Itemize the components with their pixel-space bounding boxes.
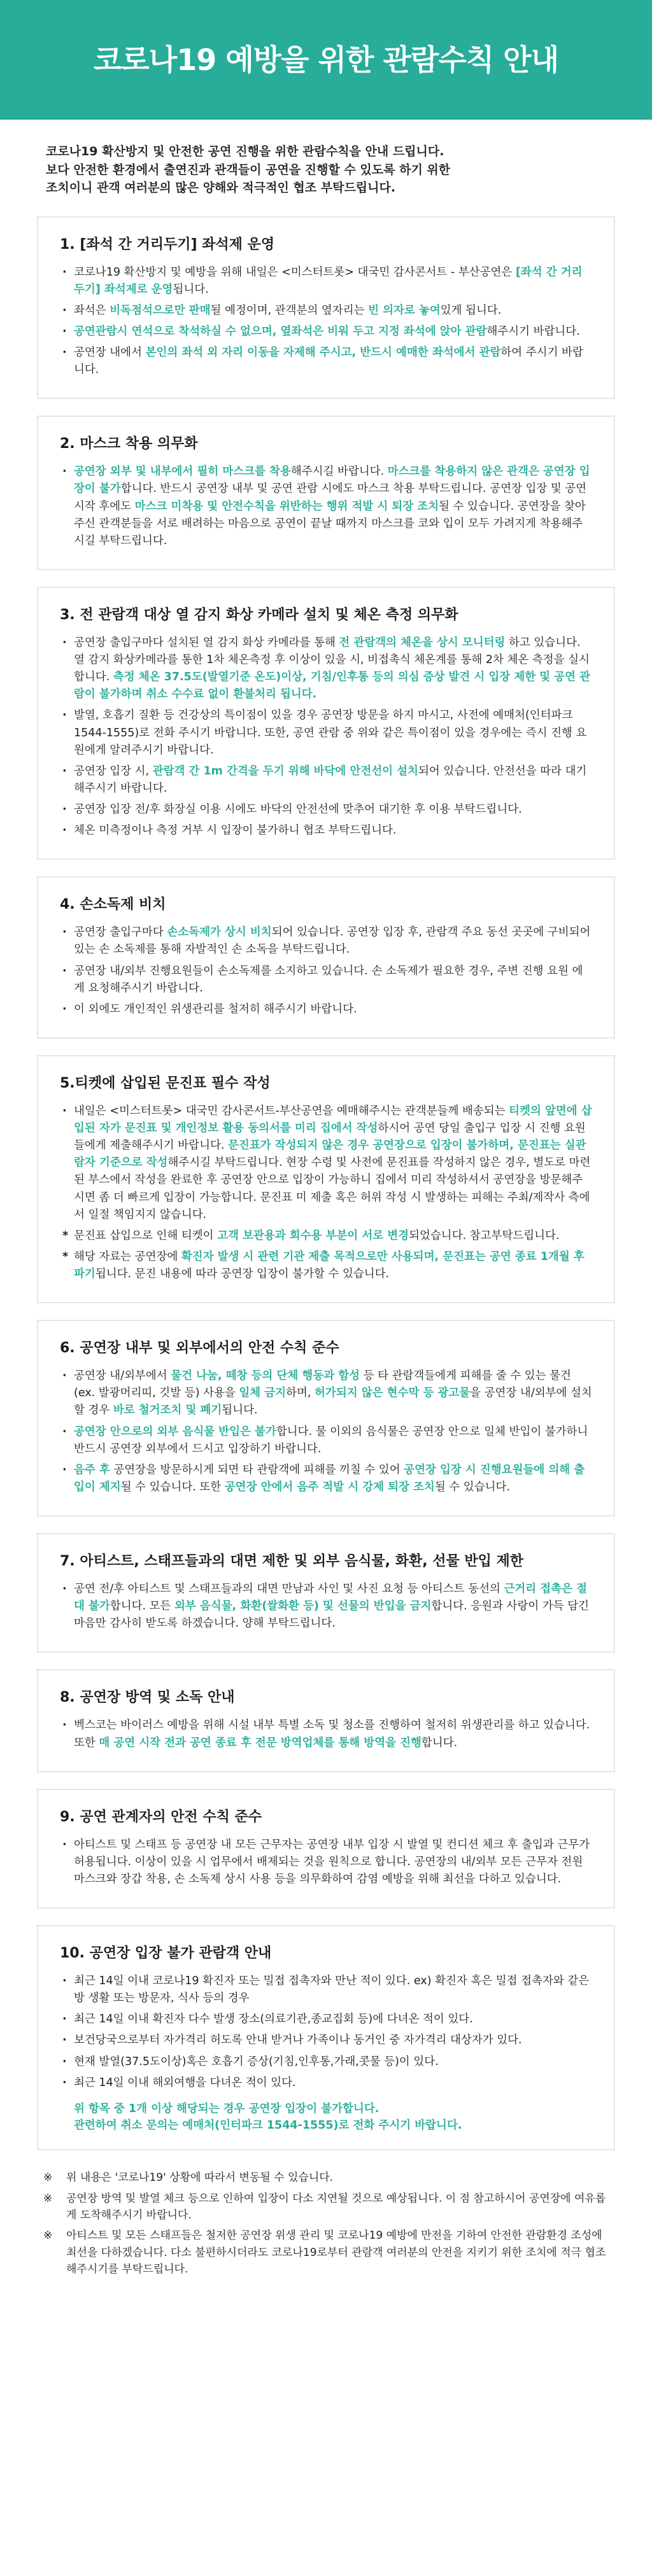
rule-text: 공연장 입장 시, bbox=[74, 764, 153, 778]
rule-text: 현재 발열(37.5도이상)혹은 호흡기 증상(기침,인후통,가래,콧물 등)이 있다. bbox=[74, 2055, 439, 2068]
warning-line: 위 항목 중 1개 이상 해당되는 경우 공연장 입장이 불가합니다. bbox=[74, 2102, 379, 2115]
highlight-text: 외부 음식물, 화환(쌀화환 등) 및 선물의 반입을 금지 bbox=[174, 1600, 432, 1613]
highlight-text: 일체 금지 bbox=[239, 1387, 287, 1400]
rule-section bbox=[37, 1669, 615, 1772]
rule-text: 최근 14일 이내 해외여행을 다녀온 적이 있다. bbox=[74, 2076, 296, 2089]
footnote-text: 공연장 방역 및 발열 체크 등으로 인하여 입장이 다소 지연될 것으로 예상됩니다. 이 점 참고하시어 공연장에 여유롭게 도착해주시기 바랍니다. bbox=[66, 2192, 606, 2222]
section-title: 7. 아티스트, 스태프들과의 대면 제한 및 외부 음식물, 화환, 선물 반입 제한 bbox=[60, 1553, 524, 1569]
rule-text: 될 수 있습니다. 또한 bbox=[120, 1480, 225, 1494]
rule-item bbox=[60, 344, 592, 379]
rule-text: 되어 있습니다. 공연장 입장 후, 관람객 주요 동선 곳곳에 구비되어 있는 손 소독제를 통해 자발적인 손 소독을 부탁드립니다. bbox=[74, 926, 591, 956]
rule-item bbox=[60, 463, 592, 550]
rule-text: 공연장 출입구마다 bbox=[74, 926, 167, 939]
section-title: 3. 전 관람객 대상 열 감지 화상 카메라 설치 및 체온 측정 의무화 bbox=[60, 606, 458, 623]
rule-list bbox=[60, 1368, 592, 1496]
highlight-text: 확진자 발생 시 관련 기관 제출 목적으로만 사용되며, 문진표는 공연 종료 1개월 후 파기 bbox=[74, 1250, 585, 1280]
section-title: 4. 손소독제 비치 bbox=[60, 897, 166, 913]
rule-text: 될 예정이며, 관객분의 옆자리는 bbox=[210, 304, 369, 317]
rule-item bbox=[60, 2011, 592, 2028]
rule-item bbox=[60, 1249, 592, 1283]
rule-item bbox=[60, 801, 592, 818]
rule-sections bbox=[32, 216, 620, 2151]
rule-text: 됩니다. bbox=[222, 1404, 258, 1417]
rule-item bbox=[60, 1368, 592, 1419]
rule-text: 합니다. 반드시 공연장 내부 및 공연 관람 시에도 마스크 착용 부탁드립니다. 공연장 입장 및 공연 시작 후에도 bbox=[74, 482, 587, 513]
rule-text: 최근 14일 이내 코로나19 확진자 또는 밀접 접촉자와 만난 적이 있다. ex) 확진자 혹은 밀접 접촉자와 같은 방 생활 또는 방문자, 식사 등의 경우 bbox=[74, 1975, 590, 2005]
rule-text: 하며, bbox=[286, 1387, 315, 1400]
rule-text: 합니다. 모든 bbox=[110, 1600, 175, 1613]
highlight-text: 허가되지 않은 현수막 등 광고물 bbox=[315, 1387, 471, 1400]
rule-item bbox=[60, 1228, 592, 1245]
reference-mark-icon: ※ bbox=[43, 2192, 53, 2205]
rule-text: 됩니다. bbox=[173, 283, 209, 296]
rule-text: 아티스트 및 스태프 등 공연장 내 모든 근무자는 공연장 내부 입장 시 발열 및 컨디션 체크 후 출입과 근무가 허용됩니다. 이상이 있을 시 업무에서 배제되는 것을 원칙으로 합니다. 공연장의 내/외부 모든 근무자 전원 마스크와 장갑 착용, 손 소독제 상시 사용 등을 의무화하여 감염 예방을 위해 최선을 다하고 있습니다. bbox=[74, 1838, 590, 1886]
rule-text: 최근 14일 이내 확진자 다수 발생 장소(의료기관,종교집회 등)에 다녀온 적이 있다. bbox=[74, 2013, 473, 2026]
section-warning bbox=[74, 2101, 592, 2134]
highlight-text: 측정 체온 37.5도(발열기준 온도)이상, 기침/인후통 등의 의심 증상 발견 시 입장 제한 및 공연 관람이 불가하며 취소 수수료 없이 환불처리 됩니다. bbox=[74, 671, 591, 701]
rule-text: 공연장 내에서 bbox=[74, 346, 146, 359]
rule-item bbox=[60, 634, 592, 704]
rule-text: 되었습니다. 참고부탁드립니다. bbox=[409, 1229, 560, 1242]
rule-item bbox=[60, 1837, 592, 1888]
highlight-text: 음주 후 bbox=[74, 1463, 110, 1476]
highlight-text: 마스크를 착용하지 않은 관객은 공연장 입장이 불가 bbox=[74, 465, 590, 496]
rule-item bbox=[60, 822, 592, 839]
rule-text: 보건당국으로부터 자가격리 허도록 안내 받거나 가족이나 동거인 중 자가격리 대상자가 있다. bbox=[74, 2034, 522, 2047]
rule-item bbox=[60, 963, 592, 997]
rule-text: 되어 있습니다. 안전선을 따라 대기해주시기 바랍니다. bbox=[74, 764, 587, 795]
rule-list bbox=[60, 1837, 592, 1888]
section-title: 10. 공연장 입장 불가 관람객 안내 bbox=[60, 1945, 272, 1961]
rule-text: 해주시기 바랍니다. bbox=[486, 325, 580, 338]
rule-list bbox=[60, 463, 592, 550]
highlight-text: [좌석 간 거리두기] 좌석제로 운영 bbox=[74, 265, 583, 296]
section-title: 1. [좌석 간 거리두기] 좌석제 운영 bbox=[60, 236, 275, 253]
header-banner bbox=[0, 0, 652, 120]
rule-item bbox=[60, 1581, 592, 1632]
highlight-text: 공연장 외부 및 내부에서 필히 마스크를 착용 bbox=[74, 465, 291, 479]
rule-text: 공연 전/후 아티스트 및 스태프들과의 대면 만남과 사인 및 사진 요청 등 아티스트 동선의 bbox=[74, 1583, 504, 1595]
highlight-text: 공연장 안으로의 외부 음식물 반입은 불가 bbox=[74, 1425, 276, 1438]
rule-item bbox=[60, 2054, 592, 2071]
rule-text: 하시어 공연 당일 출입구 입장 시 진행 요원들에게 제출해주시기 바랍니다. bbox=[74, 1122, 586, 1152]
rule-item bbox=[60, 1717, 592, 1751]
rule-text: 공연장 내/외부 진행요원들이 손소독제를 소지하고 있습니다. 손 소독제가 필요한 경우, 주변 진행 요원 에게 요청해주시기 바랍니다. bbox=[74, 964, 583, 995]
rule-text: 체온 미측정이나 측정 거부 시 입장이 불가하니 협조 부탁드립니다. bbox=[74, 824, 397, 837]
rule-text: 하여 주시기 바랍니다. bbox=[74, 346, 583, 377]
section-title: 6. 공연장 내부 및 외부에서의 안전 수칙 준수 bbox=[60, 1340, 339, 1357]
rule-text: 합니다. bbox=[421, 1736, 458, 1749]
rule-text: 공연장 입장 전/후 화장실 이용 시에도 바닥의 안전선에 맞추어 대기한 후 이용 부탁드립니다. bbox=[74, 803, 522, 816]
section-title: 8. 공연장 방역 및 소독 안내 bbox=[60, 1690, 235, 1706]
footnote-text: 아티스트 및 모든 스태프들은 철저한 공연장 위생 관리 및 코로나19 예방에 만전을 기하여 안전한 관람환경 조성에 최선을 다하겠습니다. 다소 불편하시더라도 코로나19로부터 관람객 여러분의 안전을 지키기 위한 조치에 적극 협조해주시기를 부탁드립니다. bbox=[66, 2229, 606, 2276]
page-title: 코로나19 예방을 위한 관람수칙 안내 bbox=[93, 42, 559, 77]
rule-text: 공연장을 방문하시게 되면 타 관람객에 피해를 끼칠 수 있어 bbox=[110, 1463, 404, 1476]
rule-text: 될 수 있습니다. bbox=[434, 1480, 510, 1494]
highlight-text: 빈 의자로 놓여 bbox=[368, 304, 441, 317]
rule-text: 이 외에도 개인적인 위생관리를 철저히 해주시기 바랍니다. bbox=[74, 1002, 357, 1016]
rule-item bbox=[60, 264, 592, 298]
rule-section bbox=[37, 216, 615, 400]
highlight-text: 공연장 안에서 음주 적발 시 강제 퇴장 조치 bbox=[224, 1480, 435, 1494]
rule-item bbox=[60, 763, 592, 797]
highlight-text: 손소독제가 상시 비치 bbox=[167, 926, 272, 939]
rule-text: 공연장 내/외부에서 bbox=[74, 1369, 171, 1383]
warning-line: 관련하여 취소 문의는 예매처(인터파크 1544-1555)로 전화 주시기 바랍니다. bbox=[74, 2119, 462, 2132]
highlight-text: 티켓의 앞면에 삽입된 자가 문진표 및 개인정보 활용 동의서를 미리 집에서 작성 bbox=[74, 1104, 592, 1135]
rule-text: 을 공연장 내/외부에 설치할 경우 bbox=[74, 1387, 592, 1417]
footnote bbox=[43, 2227, 606, 2278]
highlight-text: 물건 나눔, 떼창 등의 단체 행동과 함성 bbox=[171, 1369, 360, 1383]
rule-text: 공연장 출입구마다 설치된 열 감지 화상 카메라를 통해 bbox=[74, 636, 339, 649]
intro-text bbox=[32, 120, 620, 216]
highlight-text: 공연관람시 연석으로 착석하실 수 없으며, 옆좌석은 비워 두고 지정 좌석에 앉아 관람 bbox=[74, 325, 487, 338]
rule-item bbox=[60, 1973, 592, 2007]
rule-section bbox=[37, 416, 615, 570]
rule-text: 발열, 호흡기 질환 등 건강상의 특이점이 있을 경우 공연장 방문을 하지 마시고, 사전에 예매처(인터파크 1544-1555)로 전화 주시기 바랍니다. 또한, 공연 관람 중 위와 같은 특이점이 있을 경우에는 즉시 진행 요원에게 알려주시기 바랍니다. bbox=[74, 709, 587, 757]
rule-list bbox=[60, 1103, 592, 1283]
rule-item bbox=[60, 302, 592, 319]
intro-line: 코로나19 확산방지 및 안전한 공연 진행을 위한 관람수칙을 안내 드립니다. bbox=[46, 144, 444, 158]
highlight-text: 관람객 간 1m 간격을 두기 위해 바닥에 안전선이 설치 bbox=[152, 764, 418, 778]
rule-list bbox=[60, 1717, 592, 1751]
intro-line: 조치이니 관객 여러분의 많은 양해와 적극적인 협조 부탁드립니다. bbox=[46, 181, 396, 195]
rule-item bbox=[60, 2032, 592, 2049]
section-title: 5.티켓에 삽입된 문진표 필수 작성 bbox=[60, 1075, 271, 1091]
rule-text: 될 수 있습니다. 공연장을 찾아 주신 관객분들을 서로 배려하는 마음으로 공연이 끝날 때까지 마스크를 코와 입이 모두 가려지게 착용해주시길 부탁드립니다. bbox=[74, 500, 586, 547]
reference-mark-icon: ※ bbox=[43, 2171, 53, 2185]
rule-list bbox=[60, 634, 592, 839]
rule-text: 벡스코는 바이러스 예방을 위해 시설 내부 특별 소독 및 청소를 진행하여 철저히 위생관리를 하고 있습니다. 또한 bbox=[74, 1719, 590, 1749]
rule-text: 좌석은 bbox=[74, 304, 110, 317]
rule-text: 내일은 <미스터트롯> 대국민 감사콘서트-부산공연을 예매해주시는 관객분들께 배송되는 bbox=[74, 1104, 509, 1117]
footnote bbox=[43, 2190, 606, 2224]
highlight-text: 문진표가 작성되지 않은 경우 공연장으로 입장이 불가하며, 문진표는 실관람자 기준으로 작성 bbox=[74, 1139, 586, 1170]
rule-section bbox=[37, 1533, 615, 1653]
rule-list bbox=[60, 264, 592, 379]
rule-item bbox=[60, 1001, 592, 1018]
reference-mark-icon: ※ bbox=[43, 2229, 53, 2243]
rule-section bbox=[37, 1055, 615, 1303]
rule-text: 됩니다. 문진 내용에 따라 공연장 입장이 불가할 수 있습니다. bbox=[95, 1268, 390, 1280]
rule-item bbox=[60, 323, 592, 340]
rule-text: 합니다. 응원과 사랑이 가득 담긴 마음만 감사히 받도록 하겠습니다. 양해 부탁드립니다. bbox=[74, 1600, 589, 1630]
rule-section bbox=[37, 1789, 615, 1908]
section-title: 2. 마스크 착용 의무화 bbox=[60, 436, 198, 452]
rule-item bbox=[60, 707, 592, 759]
highlight-text: 전 관람객의 체온을 상시 모니터링 bbox=[339, 636, 506, 649]
rule-text: 있게 됩니다. bbox=[440, 304, 502, 317]
intro-line: 보다 안전한 환경에서 출연진과 관객들이 공연을 진행할 수 있도록 하기 위한 bbox=[46, 162, 451, 177]
rule-item bbox=[60, 1424, 592, 1458]
highlight-text: 본인의 좌석 외 자리 이동을 자제해 주시고, 반드시 예매한 좌석에서 관람 bbox=[145, 346, 501, 359]
rule-list bbox=[60, 924, 592, 1018]
rule-list bbox=[60, 1973, 592, 2092]
rule-item bbox=[60, 1103, 592, 1224]
highlight-text: 공연장 입장 시 진행요원들에 의해 출입이 제지 bbox=[74, 1463, 585, 1494]
rule-text: 하고 있습니다. 열 감지 화상카메라를 통한 1차 체온측정 후 이상이 있을 시, 비접촉식 체온계를 통해 2차 체온 측정을 실시합니다. bbox=[74, 636, 590, 684]
highlight-text: 비독점석으로만 판매 bbox=[110, 304, 211, 317]
section-title: 9. 공연 관계자의 안전 수칙 준수 bbox=[60, 1809, 262, 1825]
rule-section bbox=[37, 1925, 615, 2150]
highlight-text: 매 공연 시작 전과 공연 종료 후 전문 방역업체를 통해 방역을 진행 bbox=[99, 1736, 422, 1749]
rule-item bbox=[60, 2075, 592, 2092]
highlight-text: 고객 보관용과 회수용 부분이 서로 변경 bbox=[217, 1229, 409, 1242]
highlight-text: 바로 철거조치 및 폐기 bbox=[113, 1404, 222, 1417]
highlight-text: 마스크 미착용 및 안전수칙을 위반하는 행위 적발 시 퇴장 조치 bbox=[134, 500, 439, 513]
footnotes bbox=[32, 2167, 620, 2278]
rule-item bbox=[60, 924, 592, 958]
rule-text: 등 타 관람객들에게 피해를 줄 수 있는 물건(ex. 발광머리띠, 깃발 등) 사용을 bbox=[74, 1369, 571, 1400]
rule-text: 해주시길 부탁드립니다. 현장 수령 및 사전에 문진표를 작성하지 않은 경우, 별도로 마련된 부스에서 작성을 완료한 후 공연장 안으로 입장이 가능하니 집에서 미리 작성하셔서 공연장을 방문해주시면 좀 더 빠르게 입장이 가능합니다. 문진표 미 제출 혹은 허위 작성 시 발생하는 피해는 주최/제작사 측에서 일절 책임지지 않습니다. bbox=[74, 1156, 591, 1221]
rule-text: 해당 자료는 공연장에 bbox=[74, 1250, 181, 1263]
rule-section bbox=[37, 1320, 615, 1516]
rule-list bbox=[60, 1581, 592, 1632]
rule-text: 코로나19 확산방지 및 예방을 위해 내일은 <미스터트롯> 대국민 감사콘서트 - 부산공연은 bbox=[74, 265, 516, 279]
rule-item bbox=[60, 1462, 592, 1496]
rule-text: 해주시길 바랍니다. bbox=[290, 465, 388, 479]
rule-section bbox=[37, 876, 615, 1039]
footnote bbox=[43, 2169, 606, 2186]
rule-text: 문진표 삽입으로 인해 티켓이 bbox=[74, 1229, 218, 1242]
highlight-text: 근거리 접촉은 절대 불가 bbox=[74, 1583, 587, 1613]
notice-body bbox=[0, 120, 652, 2576]
footnote-text: 위 내용은 '코로나19' 상황에 따라서 변동될 수 있습니다. bbox=[66, 2171, 334, 2185]
rule-section bbox=[37, 587, 615, 860]
rule-text: 합니다. 물 이외의 음식물은 공연장 안으로 일체 반입이 불가하니 반드시 공연장 외부에서 드시고 입장하기 바랍니다. bbox=[74, 1425, 588, 1455]
